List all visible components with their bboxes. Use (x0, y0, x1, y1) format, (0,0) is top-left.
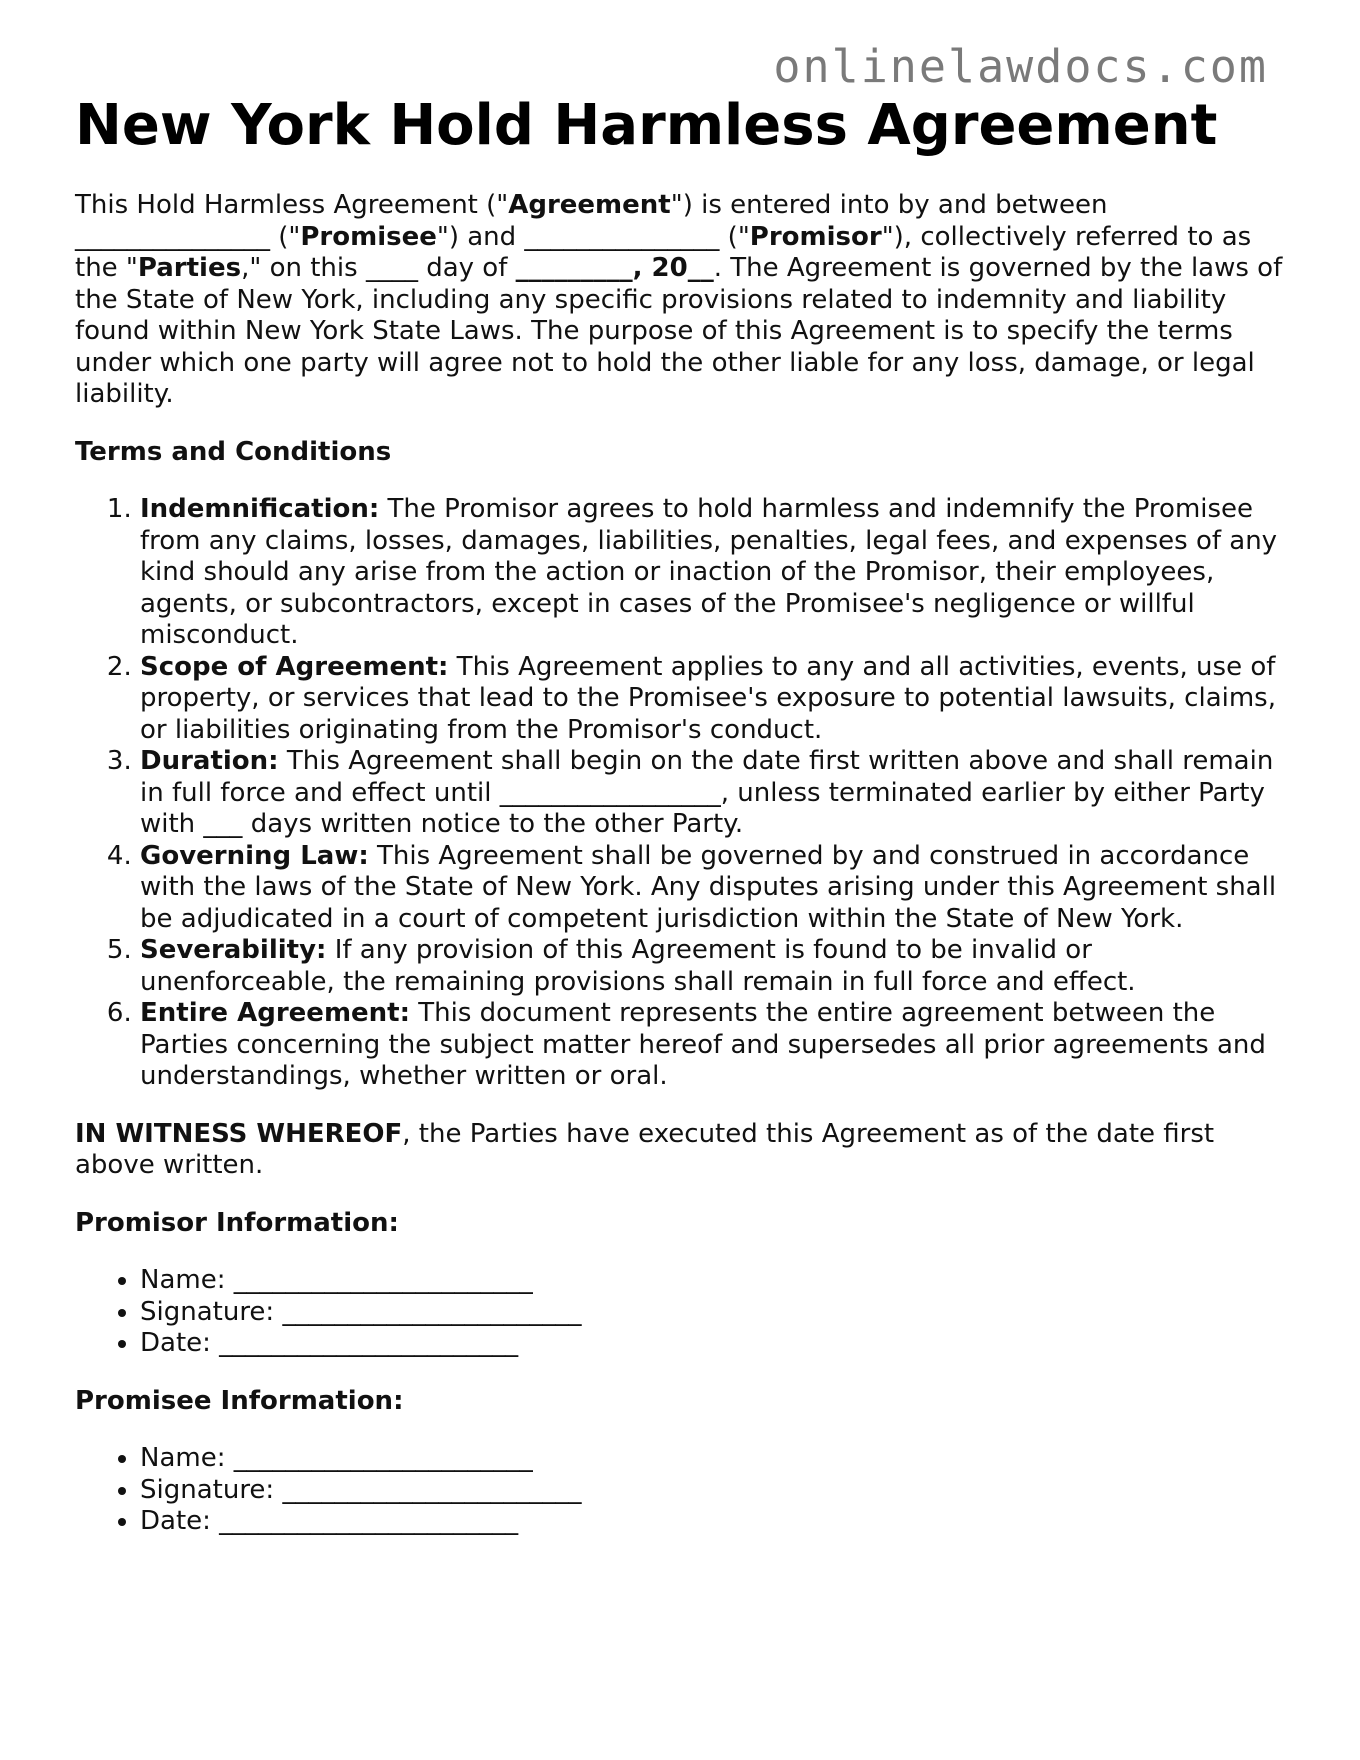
terms-heading: Terms and Conditions (75, 436, 392, 467)
intro-term-promisor: Promisor (749, 221, 882, 252)
term-label: Governing Law: (140, 840, 369, 871)
promisee-date-field: • Date: _______________________ (140, 1506, 1285, 1538)
term-item-severability (140, 935, 1285, 998)
watermark: onlinelawdocs.com (773, 40, 1268, 93)
witness-text: , the Parties have executed this Agreement as of the date first above written. (75, 1118, 1215, 1180)
document-title: New York Hold Harmless Agreement (75, 93, 1218, 158)
term-text: This Agreement shall be governed by and construed in accordance with the laws of the State of New York. Any disputes arising under this Agreement shall be adjudicated in a court of competent jurisdiction within the State of New York. (140, 840, 1277, 934)
term-item-scope (140, 652, 1285, 747)
intro-date-blank: _________, 20__ (515, 253, 714, 283)
term-label: Entire Agreement: (140, 998, 411, 1028)
term-item-entire-agreement (140, 998, 1285, 1093)
intro-text: . The Agreement is governed by the laws of the State of New York, including any specific provisions related to indemnity and liability found within New York State Laws. The purpose of this Agreement is to specify the terms under which one party will agree not to hold the other liable for any loss, damage, or legal liability. (75, 253, 1283, 409)
intro-term-promisee: Promisee (300, 221, 437, 252)
promisor-signature-field: • Signature: _______________________ (140, 1297, 1285, 1329)
promisor-heading: Promisor Information: (75, 1207, 399, 1238)
term-label: Severability: (140, 935, 327, 965)
term-item-duration (140, 746, 1285, 841)
intro-text: ") is entered into by and between _______________ (" (75, 190, 1108, 252)
promisee-heading: Promisee Information: (75, 1385, 404, 1416)
intro-text: This Hold Harmless Agreement (" (75, 190, 509, 220)
term-item-indemnification (140, 494, 1285, 652)
term-label: Indemnification: (140, 494, 380, 524)
promisee-name-field: • Name: _______________________ (140, 1443, 1285, 1475)
intro-text: ," on this ____ day of (241, 253, 516, 283)
terms-list (75, 494, 1285, 1093)
promisor-date-field: • Date: _______________________ (140, 1328, 1285, 1360)
intro-text: "), collectively referred to as the " (75, 221, 1252, 283)
term-label: Duration: (140, 746, 279, 776)
term-item-governing-law (140, 841, 1285, 936)
intro-term-agreement: Agreement (508, 190, 671, 220)
document-body (75, 90, 1285, 1538)
term-text: The Promisor agrees to hold harmless and indemnify the Promisee from any claims, losses, damages, liabilities, penalties, legal fees, and expenses of any kind should any arise from the action or inaction of the Promisor, their employees, agents, or subcontractors, except in cases of the Promisee's negligence or willful misconduct. (140, 494, 1278, 650)
promisor-name-field: • Name: _______________________ (140, 1265, 1285, 1297)
term-text: This document represents the entire agreement between the Parties concerning the subject matter hereof and supersedes all prior agreements and understandings, whether written or oral. (140, 998, 1266, 1091)
term-text: If any provision of this Agreement is found to be invalid or unenforceable, the remaining provisions shall remain in full force and effect. (140, 935, 1136, 997)
promisee-fields (75, 1443, 1285, 1538)
intro-term-parties: Parties (137, 253, 242, 283)
witness-bold: IN WITNESS WHEREOF (75, 1118, 403, 1149)
promisee-signature-field: • Signature: _______________________ (140, 1475, 1285, 1507)
witness-paragraph (75, 1119, 1285, 1182)
intro-text: ") and _______________ (" (436, 221, 750, 252)
term-label: Scope of Agreement: (140, 651, 449, 682)
term-text: This Agreement applies to any and all activities, events, use of property, or services that lead to the Promisee's exposure to potential lawsuits, claims, or liabilities originating from the Promisor's conduct. (140, 651, 1276, 745)
term-text: This Agreement shall begin on the date first written above and shall remain in full force and effect until _________________, unless terminated earlier by either Party with ___ days written notice to the other Party. (140, 746, 1274, 839)
intro-paragraph (75, 190, 1285, 411)
promisor-fields (75, 1265, 1285, 1360)
